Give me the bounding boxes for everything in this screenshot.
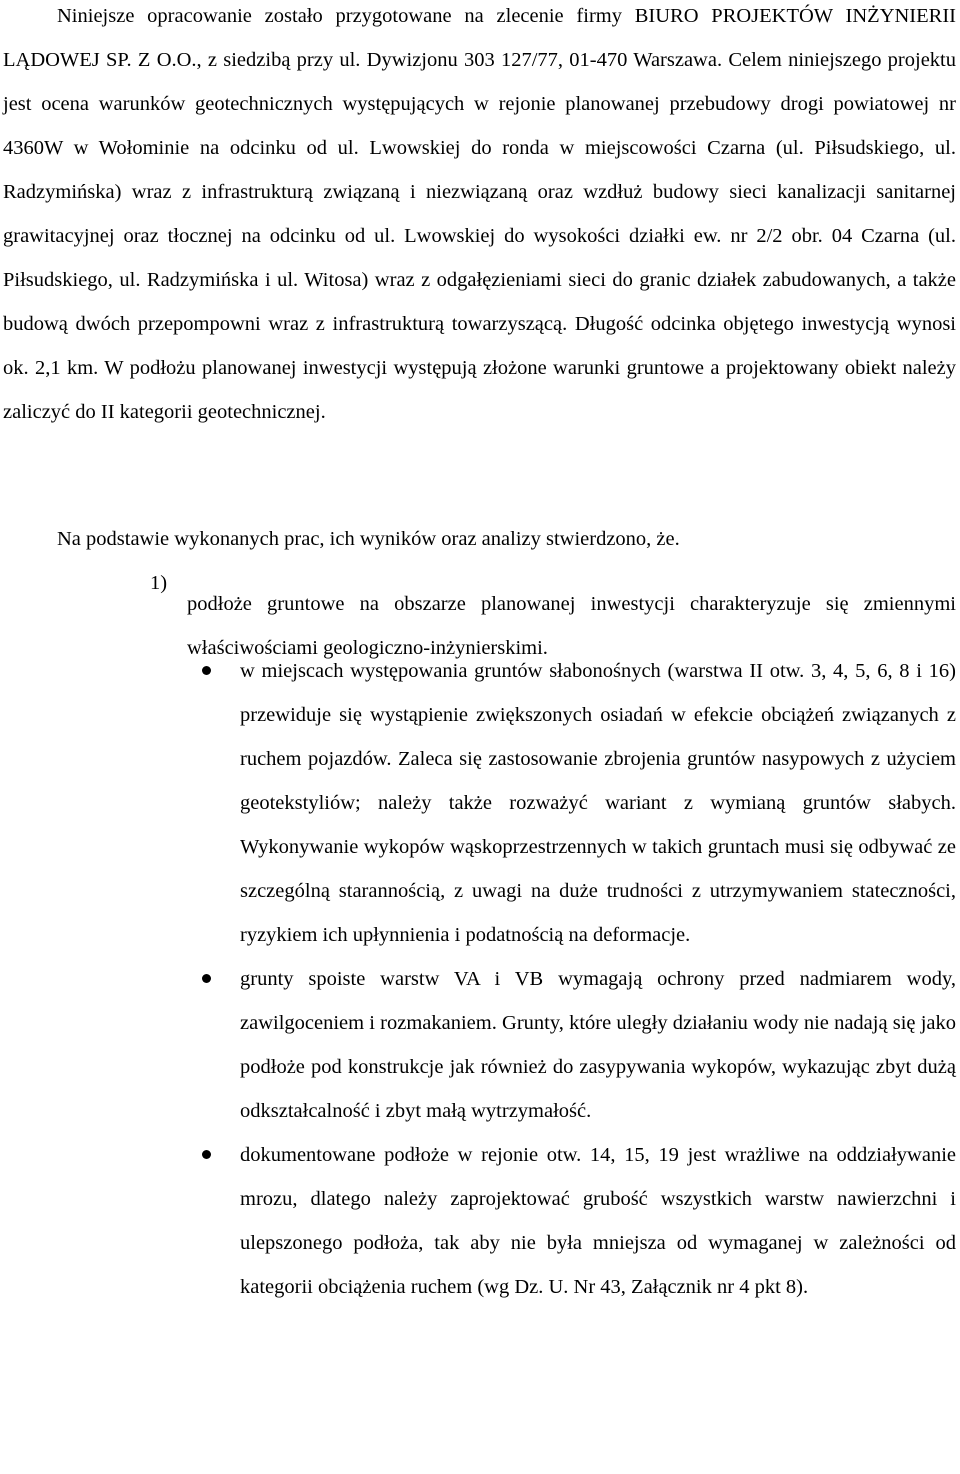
bullet-text: grunty spoiste warstw VA i VB wymagają ochrony przed nadmiarem wody, zawilgoceniem i rozmakaniem. Grunty, które uległy działaniu wody nie nadają się jako podłoże pod konstrukcje jak również do zasypywania wykopów, wykazując zbyt dużą odkształcalność i zbyt małą wytrzymałość. xyxy=(240,968,956,1122)
bullet-text: w miejscach występowania gruntów słabonośnych (warstwa II otw. 3, 4, 5, 6, 8 i 16) przewiduje się wystąpienie zwiększonych osiadań w efekcie obciążeń związanych z ruchem pojazdów. Zaleca się zastosowanie zbrojenia gruntów nasypowych z użyciem geotekstyliów; należy także rozważyć wariant z wymianą gruntów słabych. Wykonywanie wykopów wąskoprzestrzennych w takich gruntach musi się odbywać ze szczególną starannością, z uwagi na duże trudności z utrzymywaniem stateczności, ryzykiem ich upłynnienia i podatnością na deformacje. xyxy=(240,660,956,946)
bullet-list xyxy=(200,649,956,1309)
item-text: podłoże gruntowe na obszarze planowanej inwestycji charakteryzuje się zmiennymi właściwościami geologiczno-inżynierskimi. xyxy=(187,592,956,659)
summary-line: Na podstawie wykonanych prac, ich wyników oraz analizy stwierdzono, że. xyxy=(57,528,680,550)
item-number: 1) xyxy=(150,572,168,594)
bullet-item xyxy=(200,1133,956,1309)
bullet-icon xyxy=(202,974,211,983)
bullet-icon xyxy=(202,1150,211,1159)
intro-paragraph: Niniejsze opracowanie zostało przygotowane na zlecenie firmy BIURO PROJEKTÓW INŻYNIERII LĄDOWEJ SP. Z O.O., z siedzibą przy ul. Dywizjonu 303 127/77, 01-470 Warszawa. Celem niniejszego projektu jest ocena warunków geotechnicznych występujących w rejonie planowanej przebudowy drogi powiatowej nr 4360W w Wołominie na odcinku od ul. Lwowskiej do ronda w miejscowości Czarna (ul. Piłsudskiego, ul. Radzymińska) wraz z infrastrukturą związaną i niezwiązaną oraz wzdłuż budowy sieci kanalizacji sanitarnej grawitacyjnej oraz tłocznej na odcinku od ul. Lwowskiej do wysokości działki ew. nr 2/2 obr. 04 Czarna (ul. Piłsudskiego, ul. Radzymińska i ul. Witosa) wraz z odgałęzieniami sieci do granic działek zabudowanych, a także budową dwóch przepompowni wraz z infrastrukturą towarzyszącą. Długość odcinka objętego inwestycją wynosi ok. 2,1 km. W podłożu planowanej inwestycji występują złożone warunki gruntowe a projektowany obiekt należy zaliczyć do II kategorii geotechnicznej. xyxy=(3,5,956,423)
bullet-icon xyxy=(202,666,211,675)
bullet-text: dokumentowane podłoże w rejonie otw. 14, 15, 19 jest wrażliwe na oddziaływanie mrozu, dlatego należy zaprojektować grubość wszystkich warstw nawierzchni i ulepszonego podłoża, tak aby nie była mniejsza od wymaganej w zależności od kategorii obciążenia ruchem (wg Dz. U. Nr 43, Załącznik nr 4 pkt 8). xyxy=(240,1144,956,1298)
bullet-item xyxy=(200,957,956,1133)
bullet-item xyxy=(200,649,956,957)
